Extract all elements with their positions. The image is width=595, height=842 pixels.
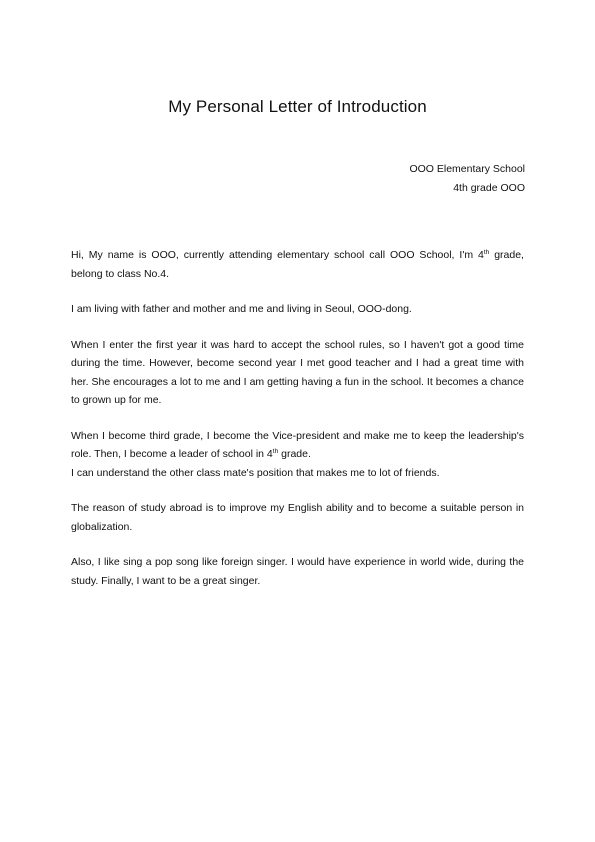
paragraph-dream: Also, I like sing a pop song like foreign singer. I would have experience in world wide, during the study. Finally, I want to be a great singer.	[71, 556, 524, 587]
paragraph-leadership-end: grade.	[278, 448, 311, 460]
ordinal-suffix: th	[272, 448, 279, 455]
paragraph-intro	[71, 246, 524, 283]
sender-school: OOO Elementary School	[409, 163, 525, 175]
paragraph-leadership-line2: I can understand the other class mate's position that makes me to lot of friends.	[71, 466, 440, 479]
paragraph-study-abroad: The reason of study abroad is to improve my English ability and to become a suitable person in globalization.	[71, 502, 524, 533]
sender-grade-name: 4th grade OOO	[453, 182, 525, 194]
letter-body	[71, 246, 524, 607]
paragraph-family: I am living with father and mother and me and living in Seoul, OOO-dong.	[71, 303, 412, 315]
paragraph-leadership-text: When I become third grade, I become the Vice-president and make me to keep the leadership's role. Then, I become a leader of school in 4	[71, 429, 524, 460]
sender-block	[409, 160, 525, 198]
paragraph-leadership	[71, 427, 524, 483]
ordinal-suffix: th	[483, 249, 490, 256]
paragraph-intro-text: Hi, My name is OOO, currently attending elementary school call OOO School, I'm 4	[71, 249, 484, 261]
paragraph-school-life: When I enter the first year it was hard to accept the school rules, so I haven't got a good time during the time. However, become second year I met good teacher and I had a great time with her. She encourages a lot to me and I am getting having a fun in the school. It becomes a chance to grown up for me.	[71, 338, 524, 406]
paragraph-intro-end: grade, belong to class No.4.	[71, 249, 524, 280]
letter-title: My Personal Letter of Introduction	[168, 97, 427, 116]
